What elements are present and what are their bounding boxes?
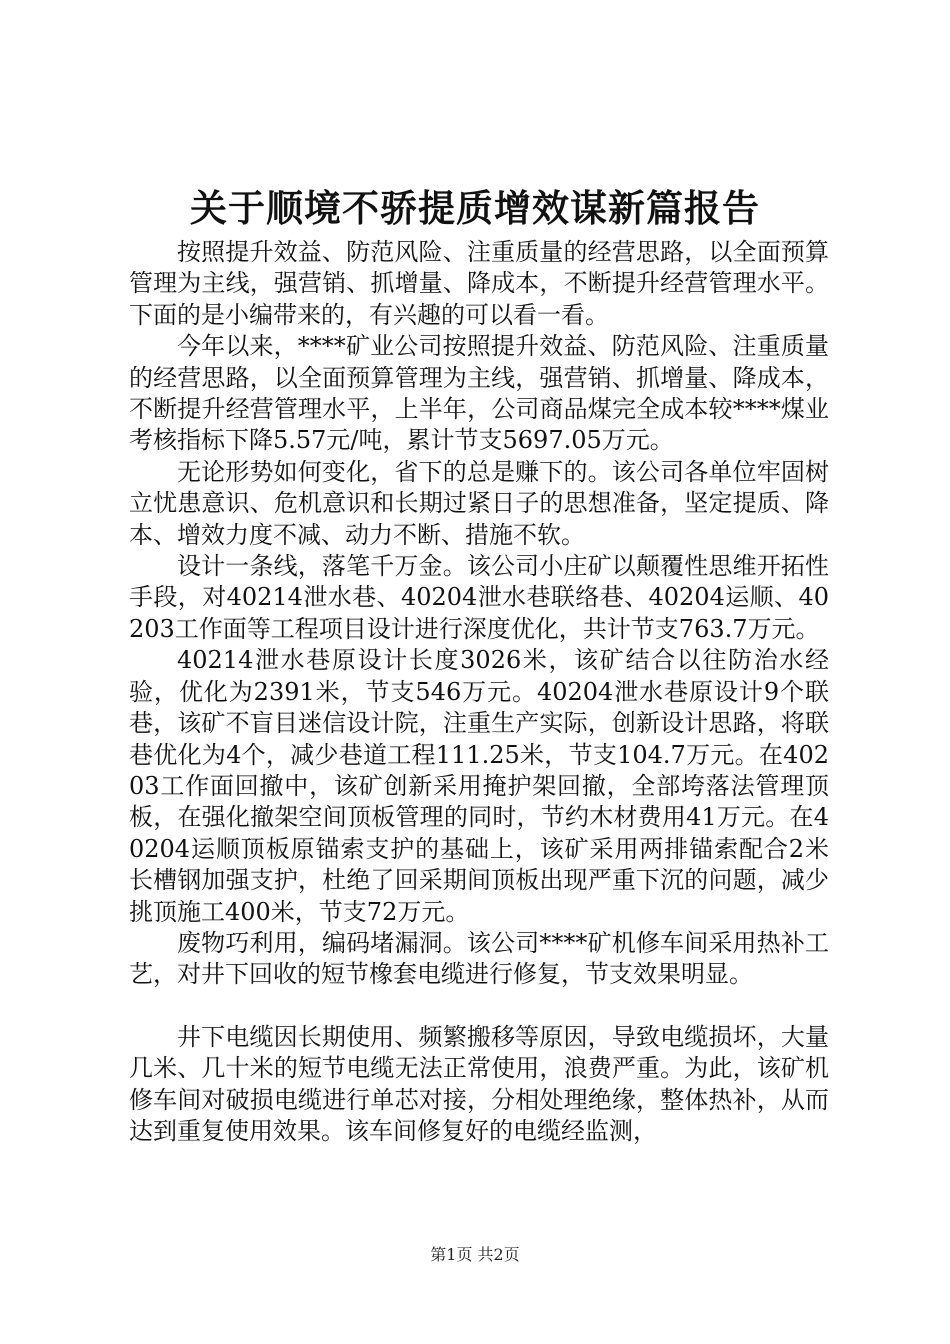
document-body [129, 237, 829, 1147]
paragraph-project-details: 40214泄水巷原设计长度3026米，该矿结合以往防治水经验，优化为2391米，节支546万元。40204泄水巷原设计9个联巷，该矿不盲目迷信设计院，注重生产实际，创新设计思路，将联巷优化为4个，减少巷道工程111.25米，节支104.7万元。在40203工作面回撤中，该矿创新采用掩护架回撤，全部垮落法管理顶板，在强化撤架空间顶板管理的同时，节约木材费用41万元。在40204运顺顶板原锚索支护的基础上，该矿采用两排锚索配合2米长槽钢加强支护，杜绝了回采期间顶板出现严重下沉的问题，减少挑顶施工400米，节支72万元。 [129, 646, 829, 926]
paragraph-design-optimization: 设计一条线，落笔千万金。该公司小庄矿以颠覆性思维开拓性手段，对40214泄水巷、40204泄水巷联络巷、40204运顺、40203工作面等工程项目设计进行深度优化，共计节支763.7万元。 [129, 552, 829, 643]
document-title: 关于顺境不骄提质增效谋新篇报告 [190, 186, 760, 230]
paragraph-cable-repair: 井下电缆因长期使用、频繁搬移等原因，导致电缆损坏，大量几米、几十米的短节电缆无法正常使用，浪费严重。为此，该矿机修车间对破损电缆进行单芯对接，分相处理绝缘，整体热补，从而达到重复使用效果。该车间修复好的电缆经监测， [129, 1022, 829, 1145]
paragraph-overview: 今年以来，****矿业公司按照提升效益、防范风险、注重质量的经营思路，以全面预算管理为主线，强营销、抓增量、降成本，不断提升经营管理水平，上半年，公司商品煤完全成本较****煤业考核指标下降5.57元/吨，累计节支5697.05万元。 [129, 332, 829, 455]
paragraph-waste-reuse: 废物巧利用，编码堵漏洞。该公司****矿机修车间采用热补工艺，对井下回收的短节橡套电缆进行修复，节支效果明显。 [129, 928, 829, 989]
page-number-footer: 第1页 共2页 [430, 1245, 520, 1264]
paragraph-intro: 按照提升效益、防范风险、注重质量的经营思路，以全面预算管理为主线，强营销、抓增量、降成本，不断提升经营管理水平。下面的是小编带来的，有兴趣的可以看一看。 [129, 238, 829, 329]
paragraph-savings-principle: 无论形势如何变化，省下的总是赚下的。该公司各单位牢固树立忧患意识、危机意识和长期过紧日子的思想准备，坚定提质、降本、增效力度不减、动力不断、措施不软。 [129, 457, 829, 549]
